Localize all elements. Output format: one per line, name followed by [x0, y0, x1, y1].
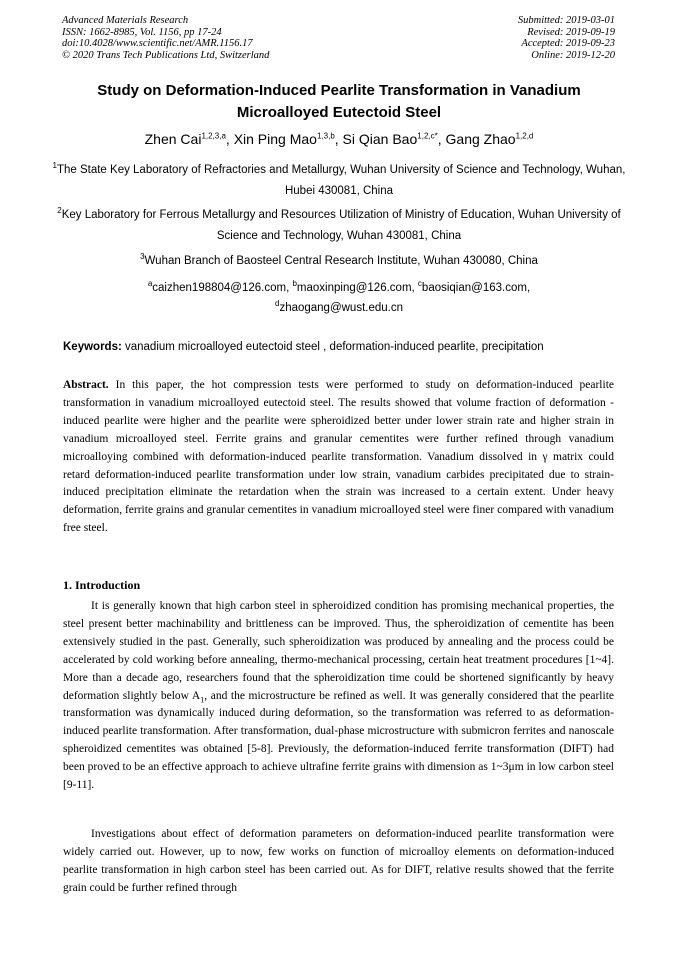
revised-date: Revised: 2019-09-19	[527, 26, 615, 38]
issn-line: ISSN: 1662-8985, Vol. 1156, pp 17-24	[62, 26, 222, 38]
email-address[interactable]: maoxinping@126.com	[296, 282, 412, 294]
author-marks: 1,2,d	[515, 131, 534, 141]
author-name: Zhen Cai	[144, 131, 202, 147]
journal-info	[62, 15, 269, 61]
paragraph-text: , and the microstructure be refined as well. It was generally considered that the pearlite transformation was dynamically induced during deformation, so the transformation was referred to as deformation-induced pearlite transformation. After transformation, dual-phase microstructure with submicron ferrites and nanoscale spheroidized cementites was obtained [5-8]. Previously, the deformation-induced ferrite transformation (DIFT) had been proved to be an effective approach to achieve ultrafine ferrite grains with dimension as 1~3μm in low carbon steel [9-11].	[63, 689, 614, 792]
abstract-label: Abstract.	[63, 379, 109, 391]
copyright-line: © 2020 Trans Tech Publications Ltd, Switzerland	[62, 49, 270, 61]
email-mark: c	[417, 279, 422, 289]
affiliation-text: The State Key Laboratory of Refractories and Metallurgy, Wuhan University of Science and Technology, Wuhan, Hubei 430081, China	[56, 164, 626, 197]
keywords-text: vanadium microalloyed eutectoid steel , deformation-induced pearlite, precipitation	[125, 341, 544, 353]
author-name: Xin Ping Mao	[233, 131, 317, 147]
author-marks: 1,2,c*	[417, 131, 438, 141]
dates-info	[518, 15, 615, 61]
affiliation-mark: 3	[140, 252, 145, 262]
affiliation-3	[40, 251, 638, 272]
email-address[interactable]: caizhen198804@126.com	[152, 282, 287, 294]
affiliation-mark: 2	[57, 206, 62, 216]
affiliation-text: Key Laboratory for Ferrous Metallurgy and Resources Utilization of Ministry of Education, Wuhan University of Science and Technology, Wuhan 430081, China	[61, 209, 621, 242]
section-heading: 1. Introduction	[63, 578, 141, 592]
paper-title: Study on Deformation-Induced Pearlite Transformation in Vanadium Microalloyed Eutectoid Steel	[97, 82, 581, 121]
email-list	[40, 278, 638, 318]
author-name: Gang Zhao	[445, 131, 516, 147]
email-line	[40, 298, 638, 318]
accepted-date: Accepted: 2019-09-23	[521, 38, 615, 50]
author-list: Zhen Cai$^{1,2,3,a}$, Xin Ping Mao$^{1,3,b}$, Si Qian Bao$^{1,2,c*}$, Gang Zhao$^{1,2,d}$	[144, 131, 534, 147]
email-address[interactable]: baosiqian@163.com	[421, 282, 527, 294]
email-address[interactable]: zhaogang@wust.edu.cn	[279, 302, 404, 314]
keywords-label: Keywords:	[63, 341, 122, 353]
email-mark: d	[274, 299, 280, 309]
author-marks: 1,2,3,a	[201, 131, 226, 141]
author-name: Si Qian Bao	[342, 131, 418, 147]
intro-paragraph-2: Investigations about effect of deformation parameters on deformation-induced pearlite transformation were widely carried out. However, up to now, few works on function of microalloy elements on deformation-induced pearlite transformation in high carbon steel has been carried out. As for DIFT, relative results showed that the ferrite grain could be further refined through	[63, 828, 614, 894]
abstract-text: In this paper, the hot compression tests were performed to study on deformation-induced pearlite transformation in vanadium microalloyed eutectoid steel. The results showed that volume fraction of deformation -induced pearlite were higher and the pearlite were spheroidized better under lower strain rate and higher strain in vanadium microalloyed steel. Ferrite grains and granular cementites were further refined through vanadium microalloying combined with deformation-induced pearlite transformation. Vanadium dissolved in γ matrix could retard deformation-induced pearlite transformation under low strain, vanadium carbides precipitated due to strain-induced precipitation eliminate the retardation when the strain was increased to a certain extent. Under heavy deformation, ferrite grains and granular cementites in vanadium microalloyed steel were finer compared with vanadium free steel.	[63, 379, 614, 535]
doi-line[interactable]: doi:10.4028/www.scientific.net/AMR.1156.17	[62, 38, 253, 50]
affiliation-2	[40, 205, 638, 247]
author-marks: 1,3,b	[316, 131, 335, 141]
abstract	[63, 377, 614, 538]
journal-name: Advanced Materials Research	[62, 15, 189, 26]
email-mark: a	[147, 279, 153, 289]
affiliation-mark: 1	[52, 161, 57, 171]
email-line: $^a$caizhen198804@126.com, $^b$maoxinping@126.com, $^c$baosiqian@163.com,	[147, 279, 531, 294]
submitted-date: Submitted: 2019-03-01	[517, 15, 615, 26]
online-date: Online: 2019-12-20	[531, 49, 615, 61]
affiliation-text: Wuhan Branch of Baosteel Central Research Institute, Wuhan 430080, China	[144, 255, 538, 267]
keywords	[63, 338, 623, 356]
subscript-text: 1	[200, 694, 205, 704]
paragraph-text: It is generally known that high carbon steel in spheroidized condition has promising mechanical properties, the steel present better machinability and brittleness can be improved. Thus, the spheroidization of cementite has been extensively studied in the past. Generally, such spheroidization was produced by annealing and the process could be accelerated by cold working before annealing, thermo-mechanical processing, certain heat treatment procedures [1~4]. More than a decade ago, researchers found that the spheroidization time could be shortened significantly by heavy deformation slightly below A	[63, 600, 614, 702]
affiliation-1	[40, 160, 638, 202]
intro-paragraph-1	[63, 598, 614, 795]
email-mark: b	[292, 279, 297, 289]
